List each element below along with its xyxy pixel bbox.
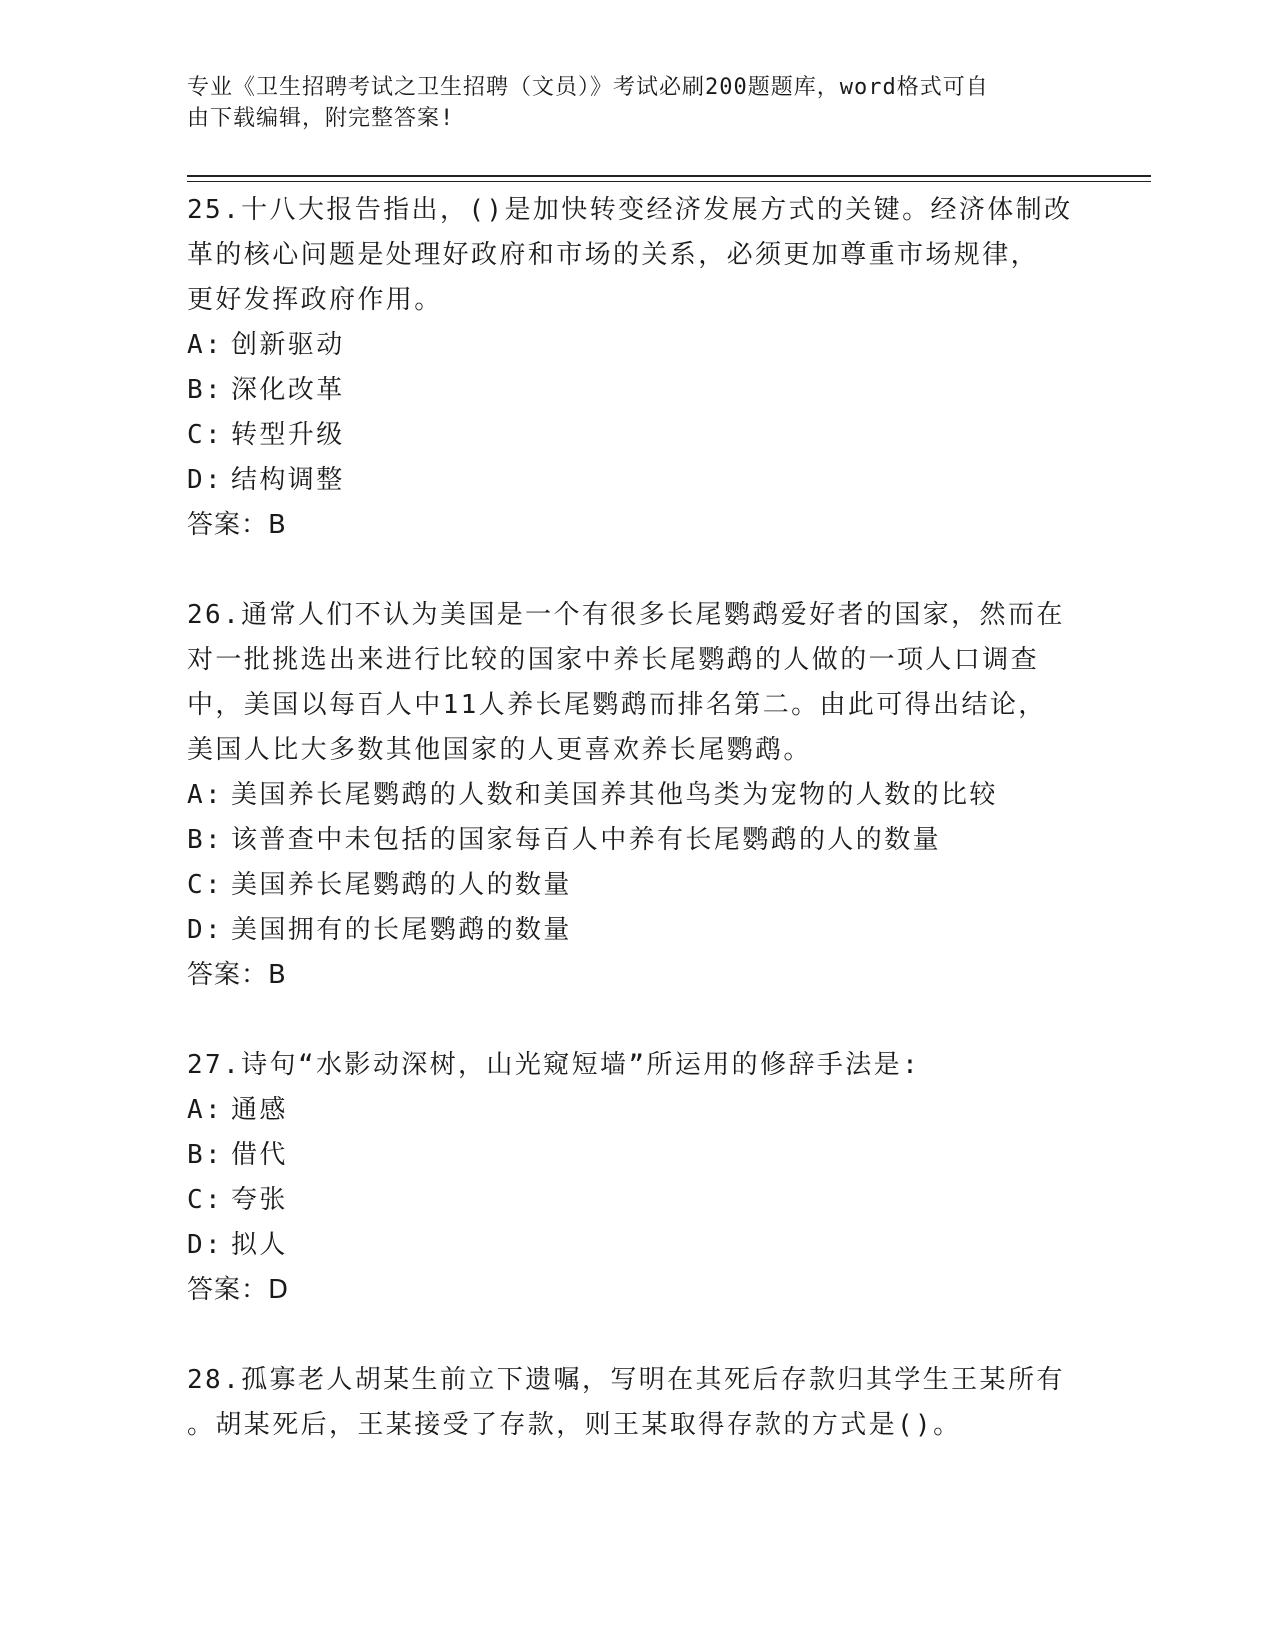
question-stem-line: 美国人比大多数其他国家的人更喜欢养长尾鹦鹉。 [187, 735, 812, 765]
question-stem-line: 更好发挥政府作用。 [187, 285, 443, 315]
question-25 [187, 188, 1077, 548]
option-b [187, 368, 1077, 413]
option-text: 美国养长尾鹦鹉的人数和美国养其他鸟类为宠物的人数的比较 [231, 780, 998, 810]
option-a [187, 773, 1077, 818]
option-key: D: [187, 915, 224, 945]
option-c [187, 1178, 1077, 1223]
header-divider-thick [187, 175, 1151, 177]
option-text: 夸张 [231, 1185, 288, 1215]
option-text: 结构调整 [231, 465, 345, 495]
answer-line [187, 1268, 1077, 1313]
option-b [187, 1133, 1077, 1178]
question-stem-line: 。胡某死后，王某接受了存款，则王某取得存款的方式是()。 [187, 1410, 962, 1440]
question-28 [187, 1358, 1077, 1448]
question-stem-line: 26.通常人们不认为美国是一个有很多长尾鹦鹉爱好者的国家，然而在 [187, 600, 1065, 630]
option-key: D: [187, 1230, 224, 1260]
question-27 [187, 1043, 1077, 1313]
option-text: 转型升级 [231, 420, 345, 450]
option-c [187, 413, 1077, 458]
option-a [187, 1088, 1077, 1133]
option-text: 美国拥有的长尾鹦鹉的数量 [231, 915, 572, 945]
option-d [187, 458, 1077, 503]
header-line-1: 专业《卫生招聘考试之卫生招聘（文员）》考试必刷200题题库，word格式可自 [187, 75, 989, 100]
option-b [187, 818, 1077, 863]
option-key: A: [187, 330, 224, 360]
option-d [187, 1223, 1077, 1268]
question-stem-line: 27.诗句“水影动深树，山光窥短墙”所运用的修辞手法是: [187, 1050, 921, 1080]
question-stem-line: 28.孤寡老人胡某生前立下遗嘱，写明在其死后存款归其学生王某所有 [187, 1365, 1065, 1395]
answer-value: D [268, 1275, 290, 1305]
option-c [187, 863, 1077, 908]
question-26 [187, 593, 1077, 998]
answer-label: 答案： [187, 960, 269, 990]
option-key: A: [187, 780, 224, 810]
header-line-2: 由下载编辑，附完整答案! [187, 106, 455, 131]
option-text: 深化改革 [231, 375, 345, 405]
option-key: B: [187, 375, 224, 405]
answer-value: B [268, 960, 287, 990]
option-key: C: [187, 420, 224, 450]
option-d [187, 908, 1077, 953]
answer-label: 答案： [187, 510, 269, 540]
option-key: A: [187, 1095, 224, 1125]
option-text: 创新驱动 [231, 330, 345, 360]
answer-line [187, 953, 1077, 998]
option-key: B: [187, 825, 224, 855]
question-stem-line: 革的核心问题是处理好政府和市场的关系，必须更加尊重市场规律， [187, 240, 1040, 270]
option-text: 通感 [231, 1095, 288, 1125]
answer-line [187, 503, 1077, 548]
header-divider-thin [187, 181, 1151, 182]
option-text: 拟人 [231, 1230, 288, 1260]
option-text: 美国养长尾鹦鹉的人的数量 [231, 870, 572, 900]
question-stem-line: 对一批挑选出来进行比较的国家中养长尾鹦鹉的人做的一项人口调查 [187, 645, 1040, 675]
option-text: 该普查中未包括的国家每百人中养有长尾鹦鹉的人的数量 [231, 825, 942, 855]
option-key: D: [187, 465, 224, 495]
option-key: C: [187, 1185, 224, 1215]
option-a [187, 323, 1077, 368]
option-key: B: [187, 1140, 224, 1170]
answer-value: B [268, 510, 287, 540]
question-list [187, 188, 1077, 1493]
option-key: C: [187, 870, 224, 900]
document-header [187, 72, 1067, 134]
option-text: 借代 [231, 1140, 288, 1170]
question-stem-line: 中，美国以每百人中11人养长尾鹦鹉而排名第二。由此可得出结论， [187, 690, 1047, 720]
question-stem-line: 25.十八大报告指出，()是加快转变经济发展方式的关键。经济体制改 [187, 195, 1073, 225]
answer-label: 答案： [187, 1275, 269, 1305]
